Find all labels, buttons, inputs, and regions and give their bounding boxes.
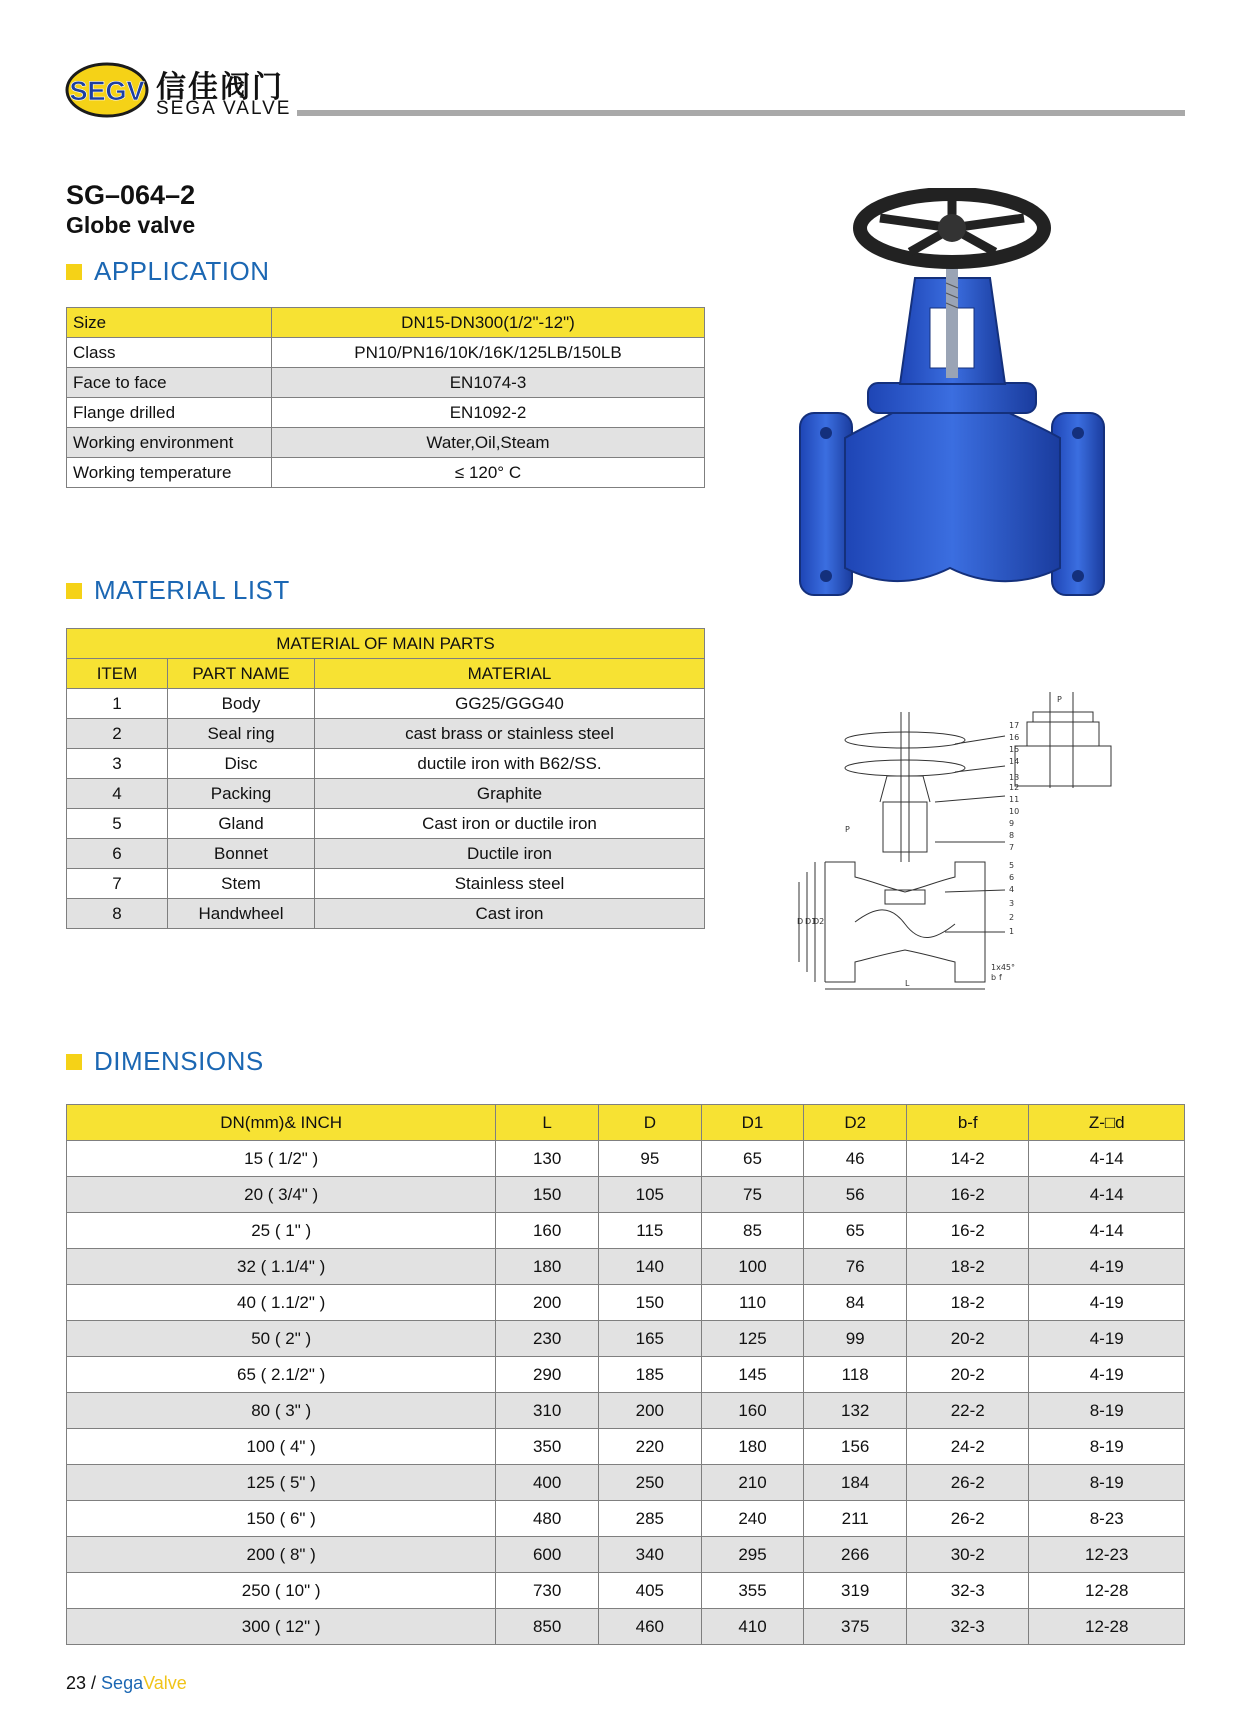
drawing-label-f: f bbox=[999, 973, 1002, 982]
column-header: D bbox=[599, 1105, 702, 1141]
table-cell: 160 bbox=[701, 1393, 804, 1429]
table-cell: 355 bbox=[701, 1573, 804, 1609]
table-row bbox=[67, 1465, 1185, 1501]
spec-label: Working temperature bbox=[67, 458, 272, 488]
table-cell: Cast iron or ductile iron bbox=[315, 809, 705, 839]
table-cell: 850 bbox=[496, 1609, 599, 1645]
table-cell: 12-23 bbox=[1029, 1537, 1185, 1573]
table-row bbox=[67, 428, 705, 458]
table-cell: 480 bbox=[496, 1501, 599, 1537]
table-cell: 240 bbox=[701, 1501, 804, 1537]
table-cell: 150 bbox=[599, 1285, 702, 1321]
table-row bbox=[67, 869, 705, 899]
table-cell: 65 bbox=[701, 1141, 804, 1177]
drawing-part-number: 5 bbox=[1009, 861, 1015, 870]
drawing-part-number: 2 bbox=[1009, 913, 1015, 922]
table-cell: 285 bbox=[599, 1501, 702, 1537]
dimensions-table bbox=[66, 1104, 1185, 1645]
table-row bbox=[67, 719, 705, 749]
drawing-part-number: 16 bbox=[1009, 733, 1020, 742]
column-header: b-f bbox=[907, 1105, 1029, 1141]
drawing-part-number: 7 bbox=[1009, 843, 1015, 852]
drawing-label-p: P bbox=[845, 825, 850, 834]
table-cell: 15 ( 1/2" ) bbox=[67, 1141, 496, 1177]
table-cell: 65 bbox=[804, 1213, 907, 1249]
drawing-label-p: P bbox=[1057, 695, 1062, 704]
table-cell: 600 bbox=[496, 1537, 599, 1573]
table-cell: 6 bbox=[67, 839, 168, 869]
logo-text: SEGV bbox=[69, 76, 145, 106]
drawing-part-number: 13 bbox=[1009, 773, 1020, 782]
table-cell: 18-2 bbox=[907, 1285, 1029, 1321]
drawing-label-d1: D1 bbox=[805, 917, 817, 926]
spec-value: DN15-DN300(1/2"-12") bbox=[272, 308, 705, 338]
spec-label: Face to face bbox=[67, 368, 272, 398]
table-cell: 76 bbox=[804, 1249, 907, 1285]
table-header-row bbox=[67, 659, 705, 689]
column-header: MATERIAL bbox=[315, 659, 705, 689]
footer-word: Valve bbox=[143, 1673, 187, 1693]
table-cell: 132 bbox=[804, 1393, 907, 1429]
table-cell: 156 bbox=[804, 1429, 907, 1465]
table-cell: Stainless steel bbox=[315, 869, 705, 899]
column-header: D2 bbox=[804, 1105, 907, 1141]
table-cell: 7 bbox=[67, 869, 168, 899]
table-cell: 4-19 bbox=[1029, 1285, 1185, 1321]
valve-technical-drawing bbox=[795, 692, 1125, 992]
table-cell: 4-19 bbox=[1029, 1321, 1185, 1357]
table-cell: 130 bbox=[496, 1141, 599, 1177]
product-name: Globe valve bbox=[66, 212, 196, 238]
table-cell: 118 bbox=[804, 1357, 907, 1393]
table-cell: 30-2 bbox=[907, 1537, 1029, 1573]
table-cell: Packing bbox=[168, 779, 315, 809]
table-cell: 250 bbox=[599, 1465, 702, 1501]
table-cell: 65 ( 2.1/2" ) bbox=[67, 1357, 496, 1393]
table-cell: 125 ( 5" ) bbox=[67, 1465, 496, 1501]
table-cell: Gland bbox=[168, 809, 315, 839]
table-cell: 8-19 bbox=[1029, 1465, 1185, 1501]
table-cell: 230 bbox=[496, 1321, 599, 1357]
table-cell: 32 ( 1.1/4" ) bbox=[67, 1249, 496, 1285]
drawing-part-number: 14 bbox=[1009, 757, 1020, 766]
table-cell: 16-2 bbox=[907, 1177, 1029, 1213]
spec-value: EN1074-3 bbox=[272, 368, 705, 398]
spec-value: PN10/PN16/10K/16K/125LB/150LB bbox=[272, 338, 705, 368]
valve-photo bbox=[790, 188, 1120, 608]
table-cell: 12-28 bbox=[1029, 1573, 1185, 1609]
footer-brand: Sega bbox=[101, 1673, 144, 1693]
application-table bbox=[66, 307, 705, 488]
table-title: MATERIAL OF MAIN PARTS bbox=[67, 629, 705, 659]
segv-logo bbox=[65, 62, 149, 118]
table-cell: 18-2 bbox=[907, 1249, 1029, 1285]
drawing-part-number: 6 bbox=[1009, 873, 1015, 882]
table-cell: 32-3 bbox=[907, 1609, 1029, 1645]
table-cell: 400 bbox=[496, 1465, 599, 1501]
spec-value: ≤ 120° C bbox=[272, 458, 705, 488]
table-cell: 405 bbox=[599, 1573, 702, 1609]
table-cell: 56 bbox=[804, 1177, 907, 1213]
table-row bbox=[67, 1609, 1185, 1645]
table-cell: 95 bbox=[599, 1141, 702, 1177]
table-row bbox=[67, 338, 705, 368]
table-cell: 180 bbox=[496, 1249, 599, 1285]
spec-value: Water,Oil,Steam bbox=[272, 428, 705, 458]
table-cell: cast brass or stainless steel bbox=[315, 719, 705, 749]
table-cell: 84 bbox=[804, 1285, 907, 1321]
column-header: PART NAME bbox=[168, 659, 315, 689]
section-material-list bbox=[66, 575, 290, 606]
table-cell: 140 bbox=[599, 1249, 702, 1285]
table-cell: 4 bbox=[67, 779, 168, 809]
table-cell: 200 ( 8" ) bbox=[67, 1537, 496, 1573]
table-cell: 4-14 bbox=[1029, 1177, 1185, 1213]
table-cell: 4-14 bbox=[1029, 1141, 1185, 1177]
table-cell: Stem bbox=[168, 869, 315, 899]
table-row bbox=[67, 1573, 1185, 1609]
table-cell: 50 ( 2" ) bbox=[67, 1321, 496, 1357]
table-cell: 250 ( 10" ) bbox=[67, 1573, 496, 1609]
table-cell: 99 bbox=[804, 1321, 907, 1357]
table-cell: 32-3 bbox=[907, 1573, 1029, 1609]
table-cell: 295 bbox=[701, 1537, 804, 1573]
table-cell: 46 bbox=[804, 1141, 907, 1177]
table-cell: 410 bbox=[701, 1609, 804, 1645]
table-cell: 310 bbox=[496, 1393, 599, 1429]
header-divider bbox=[297, 110, 1185, 116]
table-cell: 150 ( 6" ) bbox=[67, 1501, 496, 1537]
table-cell: 110 bbox=[701, 1285, 804, 1321]
table-row bbox=[67, 1249, 1185, 1285]
drawing-label-b: b bbox=[991, 973, 997, 982]
table-row bbox=[67, 689, 705, 719]
table-cell: ductile iron with B62/SS. bbox=[315, 749, 705, 779]
table-cell: 12-28 bbox=[1029, 1609, 1185, 1645]
brand-name-english: SEGA VALVE bbox=[156, 98, 292, 119]
drawing-label-l: L bbox=[905, 979, 910, 988]
table-cell: 20 ( 3/4" ) bbox=[67, 1177, 496, 1213]
table-cell: 460 bbox=[599, 1609, 702, 1645]
table-cell: GG25/GGG40 bbox=[315, 689, 705, 719]
table-title-row bbox=[67, 629, 705, 659]
table-cell: 220 bbox=[599, 1429, 702, 1465]
table-row bbox=[67, 1537, 1185, 1573]
table-cell: 26-2 bbox=[907, 1465, 1029, 1501]
drawing-label-d: D bbox=[797, 917, 804, 926]
table-cell: 105 bbox=[599, 1177, 702, 1213]
table-cell: 180 bbox=[701, 1429, 804, 1465]
table-cell: 211 bbox=[804, 1501, 907, 1537]
table-cell: 100 ( 4" ) bbox=[67, 1429, 496, 1465]
column-header: Z-□d bbox=[1029, 1105, 1185, 1141]
product-model: SG–064–2 bbox=[66, 180, 196, 210]
drawing-part-number: 11 bbox=[1009, 795, 1020, 804]
table-cell: 24-2 bbox=[907, 1429, 1029, 1465]
table-row bbox=[67, 368, 705, 398]
table-cell: 4-14 bbox=[1029, 1213, 1185, 1249]
table-cell: 319 bbox=[804, 1573, 907, 1609]
dimension-rows bbox=[67, 1141, 1185, 1645]
table-row bbox=[67, 1285, 1185, 1321]
table-cell: 340 bbox=[599, 1537, 702, 1573]
drawing-label-d2: D2 bbox=[813, 917, 825, 926]
table-cell: 350 bbox=[496, 1429, 599, 1465]
table-row bbox=[67, 1429, 1185, 1465]
drawing-part-number: 9 bbox=[1009, 819, 1015, 828]
table-cell: 8 bbox=[67, 899, 168, 929]
page-footer bbox=[66, 1673, 187, 1694]
table-row bbox=[67, 1393, 1185, 1429]
table-cell: 20-2 bbox=[907, 1321, 1029, 1357]
material-rows bbox=[67, 689, 705, 929]
table-cell: 200 bbox=[599, 1393, 702, 1429]
table-cell: 1 bbox=[67, 689, 168, 719]
table-cell: 14-2 bbox=[907, 1141, 1029, 1177]
table-cell: 210 bbox=[701, 1465, 804, 1501]
table-cell: 100 bbox=[701, 1249, 804, 1285]
table-row bbox=[67, 308, 705, 338]
drawing-part-number: 10 bbox=[1009, 807, 1020, 816]
table-cell: Bonnet bbox=[168, 839, 315, 869]
table-cell: 3 bbox=[67, 749, 168, 779]
column-header: L bbox=[496, 1105, 599, 1141]
page-number: 23 / bbox=[66, 1673, 97, 1693]
table-row bbox=[67, 1213, 1185, 1249]
table-cell: 20-2 bbox=[907, 1357, 1029, 1393]
brand-name-chinese: 信佳阀门 bbox=[156, 71, 284, 104]
drawing-part-number: 8 bbox=[1009, 831, 1015, 840]
section-title: MATERIAL LIST bbox=[94, 575, 290, 605]
table-cell: 730 bbox=[496, 1573, 599, 1609]
table-cell: 160 bbox=[496, 1213, 599, 1249]
section-application bbox=[66, 256, 270, 287]
table-cell: 375 bbox=[804, 1609, 907, 1645]
table-row bbox=[67, 779, 705, 809]
table-header-row bbox=[67, 1105, 1185, 1141]
table-row bbox=[67, 839, 705, 869]
table-cell: 125 bbox=[701, 1321, 804, 1357]
table-cell: 8-23 bbox=[1029, 1501, 1185, 1537]
spec-label: Working environment bbox=[67, 428, 272, 458]
drawing-part-number: 17 bbox=[1009, 721, 1020, 730]
table-cell: 40 ( 1.1/2" ) bbox=[67, 1285, 496, 1321]
table-cell: 115 bbox=[599, 1213, 702, 1249]
table-cell: Graphite bbox=[315, 779, 705, 809]
table-row bbox=[67, 398, 705, 428]
section-marker bbox=[66, 264, 82, 280]
table-row bbox=[67, 1501, 1185, 1537]
column-header: ITEM bbox=[67, 659, 168, 689]
table-cell: 4-19 bbox=[1029, 1357, 1185, 1393]
table-cell: 4-19 bbox=[1029, 1249, 1185, 1285]
table-cell: Disc bbox=[168, 749, 315, 779]
drawing-part-number: 1 bbox=[1009, 927, 1015, 936]
section-marker bbox=[66, 1054, 82, 1070]
table-row bbox=[67, 749, 705, 779]
section-dimensions bbox=[66, 1046, 264, 1077]
spec-label: Size bbox=[67, 308, 272, 338]
drawing-label-chamfer: 1x45° bbox=[991, 963, 1016, 972]
table-row bbox=[67, 1177, 1185, 1213]
table-cell: 150 bbox=[496, 1177, 599, 1213]
table-cell: Ductile iron bbox=[315, 839, 705, 869]
table-cell: 145 bbox=[701, 1357, 804, 1393]
table-cell: 22-2 bbox=[907, 1393, 1029, 1429]
table-cell: Cast iron bbox=[315, 899, 705, 929]
table-cell: 75 bbox=[701, 1177, 804, 1213]
table-cell: 16-2 bbox=[907, 1213, 1029, 1249]
table-cell: 85 bbox=[701, 1213, 804, 1249]
section-title: APPLICATION bbox=[94, 256, 270, 286]
table-row bbox=[67, 809, 705, 839]
spec-label: Class bbox=[67, 338, 272, 368]
table-cell: 2 bbox=[67, 719, 168, 749]
table-cell: 8-19 bbox=[1029, 1393, 1185, 1429]
drawing-part-number: 12 bbox=[1009, 783, 1020, 792]
table-row bbox=[67, 899, 705, 929]
table-cell: Body bbox=[168, 689, 315, 719]
table-cell: 290 bbox=[496, 1357, 599, 1393]
table-cell: 25 ( 1" ) bbox=[67, 1213, 496, 1249]
table-row bbox=[67, 1321, 1185, 1357]
table-cell: 80 ( 3" ) bbox=[67, 1393, 496, 1429]
spec-value: EN1092-2 bbox=[272, 398, 705, 428]
table-row bbox=[67, 458, 705, 488]
spec-label: Flange drilled bbox=[67, 398, 272, 428]
table-cell: 5 bbox=[67, 809, 168, 839]
section-title: DIMENSIONS bbox=[94, 1046, 264, 1076]
table-cell: 266 bbox=[804, 1537, 907, 1573]
section-marker bbox=[66, 583, 82, 599]
table-row bbox=[67, 1141, 1185, 1177]
column-header: DN(mm)& INCH bbox=[67, 1105, 496, 1141]
table-cell: 200 bbox=[496, 1285, 599, 1321]
table-cell: 8-19 bbox=[1029, 1429, 1185, 1465]
table-cell: 300 ( 12" ) bbox=[67, 1609, 496, 1645]
drawing-part-number: 3 bbox=[1009, 899, 1015, 908]
material-table bbox=[66, 628, 705, 929]
drawing-part-number: 15 bbox=[1009, 745, 1020, 754]
table-cell: 26-2 bbox=[907, 1501, 1029, 1537]
table-row bbox=[67, 1357, 1185, 1393]
table-cell: Seal ring bbox=[168, 719, 315, 749]
column-header: D1 bbox=[701, 1105, 804, 1141]
drawing-part-number: 4 bbox=[1009, 885, 1015, 894]
table-cell: 165 bbox=[599, 1321, 702, 1357]
table-cell: Handwheel bbox=[168, 899, 315, 929]
table-cell: 185 bbox=[599, 1357, 702, 1393]
table-cell: 184 bbox=[804, 1465, 907, 1501]
